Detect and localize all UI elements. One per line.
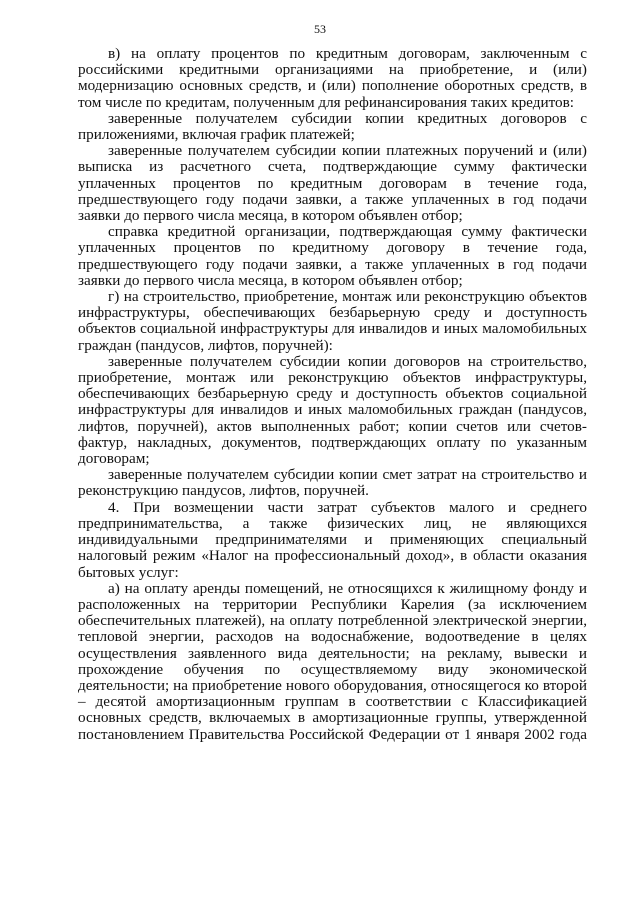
paragraph-credit-interest: в) на оплату процентов по кредитным договорам, заключенным с российскими кредитными организациями на приобретение, и (или) модернизацию основных средств, и (или) пополнение оборотных средств, в том числе по кредитам, полученным для рефинансирования таких кредитов: — [78, 45, 587, 111]
paragraph-cost-estimates: заверенные получателем субсидии копии смет затрат на строительство и реконструкцию пандусов, лифтов, поручней. — [78, 466, 587, 500]
paragraph-household-services: 4. При возмещении части затрат субъектов малого и среднего предпринимательства, а также физических лиц, не являющихся индивидуальными предпринимателями и применяющих специальный налоговый режим «Налог на профессиональный доход», в области оказания бытовых услуг: — [78, 498, 587, 581]
document-body — [78, 46, 587, 743]
page-number: 53 — [314, 22, 326, 36]
paragraph-construction-contracts: заверенные получателем субсидии копии договоров на строительство, приобретение, монтаж или реконструкцию объектов инфраструктуры, обеспечивающих безбарьерную среду и доступность объектов социальной инфраструктуры для инвалидов и иных маломобильных граждан (пандусов, лифтов, поручней), актов выполненных работ; копии счетов или счетов-фактур, накладных, документов, подтверждающих оплату по указанным договорам; — [78, 352, 587, 468]
paragraph-accessibility-infrastructure: г) на строительство, приобретение, монтаж или реконструкцию объектов инфраструктуры, обеспечивающих безбарьерную среду и доступность объектов социальной инфраструктуры для инвалидов и иных маломобильных граждан (пандусов, лифтов, поручней): — [78, 288, 587, 354]
paragraph-credit-contracts: заверенные получателем субсидии копии кредитных договоров с приложениями, включая график платежей; — [78, 109, 587, 144]
paragraph-rent-and-equipment: а) на оплату аренды помещений, не относящихся к жилищному фонду и расположенных на территории Республики Карелия (за исключением обеспечительных платежей), на оплату потребленной электрической энергии, тепловой энергии, расходов на водоснабжение, водоотведение в целях осуществления заявленного вида деятельности; на рекламу, вывески и прохождение обучения по осуществляемому виду экономической деятельности; на приобретение нового оборудования, относящегося ко второй – десятой амортизационным группам в соответствии с Классификацией основных средств, включаемых в амортизационные группы, утвержденной постановлением Правительства Российской Федерации от 1 января 2002 года — [78, 579, 587, 743]
paragraph-payment-orders: заверенные получателем субсидии копии платежных поручений и (или) выписка из расчетного счета, подтверждающие сумму фактически уплаченных процентов по кредитным договорам в течение года, предшествующего году подачи заявки, а также уплаченных в год подачи заявки до первого числа месяца, в котором объявлен отбор; — [78, 142, 587, 225]
paragraph-bank-statement: справка кредитной организации, подтверждающая сумму фактически уплаченных процентов по кредитному договору в течение года, предшествующего году подачи заявки, а также уплаченных в год подачи заявки до первого числа месяца, в котором объявлен отбор; — [78, 223, 587, 289]
